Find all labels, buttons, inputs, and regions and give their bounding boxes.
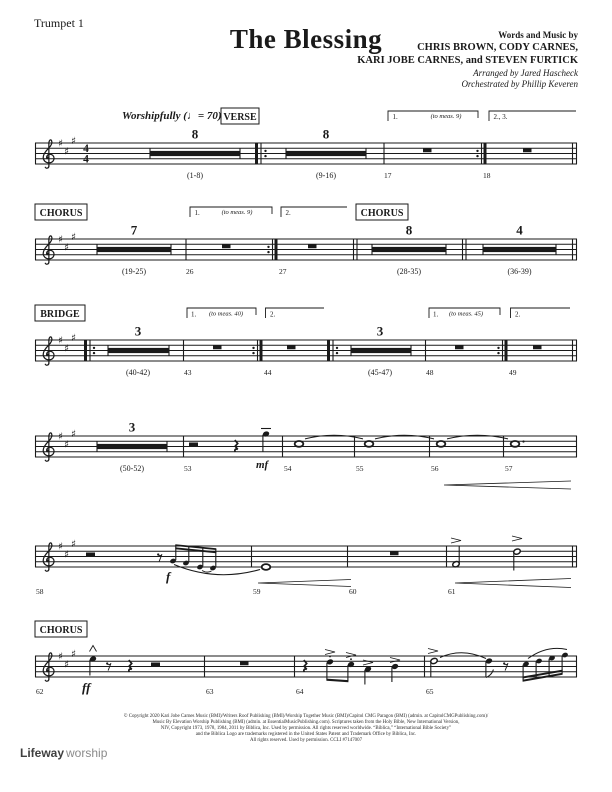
dynamic-marking: f xyxy=(166,569,171,584)
copyright-block xyxy=(0,714,612,744)
system-3 xyxy=(0,300,612,385)
credit-orchestrator: Orchestrated by Phillip Keveren xyxy=(461,78,578,89)
section-label: CHORUS xyxy=(39,625,83,636)
crescendo-hairpin xyxy=(258,580,351,587)
measure-number: 18 xyxy=(483,171,491,180)
multirest-45-47 xyxy=(351,324,411,378)
multirest-range: (36-39) xyxy=(507,267,532,276)
key-signature xyxy=(58,232,76,254)
key-sharp-icon: ♯ xyxy=(71,429,76,440)
measure-number: 57 xyxy=(505,464,513,473)
whole-note xyxy=(262,564,271,570)
system-6 xyxy=(0,615,612,707)
key-signature xyxy=(58,136,76,158)
logo-secondary: worship xyxy=(66,746,108,760)
key-sharp-icon: ♯ xyxy=(71,136,76,147)
measure-58 xyxy=(36,541,260,596)
whole-note xyxy=(511,441,520,447)
volta-label: 2. xyxy=(515,310,521,319)
quarter-rest xyxy=(129,660,132,672)
time-signature xyxy=(83,143,89,166)
key-signature xyxy=(58,539,76,561)
tie-dot xyxy=(522,440,524,442)
measure-59 xyxy=(253,564,351,596)
dynamic-marking: ff xyxy=(82,680,91,695)
key-sharp-icon: ♯ xyxy=(58,234,63,246)
half-rest xyxy=(189,443,198,447)
system-5 xyxy=(0,525,612,610)
key-sharp-icon: ♯ xyxy=(64,549,69,561)
crescendo-hairpin xyxy=(455,579,571,588)
volta-label: 1. xyxy=(191,310,197,319)
tempo-marking: Worshipfully (♩= 70) xyxy=(122,110,222,122)
multirest-40-42 xyxy=(108,324,169,378)
measure-number: 54 xyxy=(284,464,292,473)
system-1 xyxy=(0,95,612,190)
quarter-note-marcato xyxy=(89,646,97,676)
section-label: VERSE xyxy=(223,112,257,123)
system-2 xyxy=(0,200,612,285)
key-signature xyxy=(58,649,76,671)
page-title: The Blessing xyxy=(229,24,383,54)
whole-note xyxy=(295,441,304,447)
measure-number: 48 xyxy=(426,368,434,377)
whole-rest xyxy=(240,661,249,665)
instrument-label: Trumpet 1 xyxy=(34,16,84,30)
multirest-28-35 xyxy=(372,223,446,277)
multirest-count: 8 xyxy=(405,222,413,238)
section-box-verse xyxy=(221,108,259,124)
quarter-note-accent xyxy=(363,660,373,685)
key-sharp-icon: ♯ xyxy=(71,333,76,344)
multirest-50-52 xyxy=(97,420,167,474)
multirest-count: 3 xyxy=(376,323,384,339)
section-label: CHORUS xyxy=(360,208,404,219)
measure-number: 59 xyxy=(253,587,261,596)
measure-number: 55 xyxy=(356,464,364,473)
multirest-range: (45-47) xyxy=(368,368,392,377)
eighth-rest xyxy=(157,553,162,561)
multirest-36-39 xyxy=(483,223,556,277)
credits-block xyxy=(357,30,578,90)
multirest-range: (19-25) xyxy=(122,267,146,276)
measure-number: 65 xyxy=(426,687,434,696)
system-4 xyxy=(0,420,612,500)
measure-number: 27 xyxy=(279,267,287,276)
half-rest xyxy=(86,553,95,557)
volta-note: (to meas. 9) xyxy=(430,113,462,120)
whole-note xyxy=(437,441,446,447)
measure-53 xyxy=(184,429,271,474)
measure-number: 62 xyxy=(36,687,44,696)
multirest-9-16 xyxy=(286,127,366,181)
time-signature-top: 4 xyxy=(83,142,89,155)
lifeway-worship-logo xyxy=(20,746,107,760)
section-box-chorus-3 xyxy=(35,621,87,637)
measure-64 xyxy=(296,650,400,697)
measure-number: 56 xyxy=(431,464,439,473)
multirest-range: (9-16) xyxy=(316,171,336,180)
measure-number: 44 xyxy=(264,368,272,377)
key-sharp-icon: ♯ xyxy=(64,242,69,254)
multirest-count: 8 xyxy=(191,126,199,142)
half-note-accent xyxy=(512,536,522,571)
copyright-line: NIV, Copyright 1973, 1978, 1984, 2011 by Biblica, Inc. Used by permission. All rights reserved worldwide. “Biblica,” “International Bible Society” xyxy=(160,726,452,732)
half-rest xyxy=(151,663,160,667)
quarter-rest xyxy=(235,440,238,452)
volta-2-bracket xyxy=(489,111,576,121)
measure-number: 58 xyxy=(36,587,44,596)
multirest-1-8 xyxy=(150,127,240,181)
staff-lines xyxy=(35,656,577,677)
section-box-chorus-2 xyxy=(356,204,408,220)
key-sharp-icon: ♯ xyxy=(71,539,76,550)
copyright-line: Music By Elevation Worship Publishing (BMI) (admin. at EssentialMusicPublishing.com). Scriptures taken from the Holy Bible, New International Version, xyxy=(152,720,460,726)
measure-number: 49 xyxy=(509,368,517,377)
measure-number: 43 xyxy=(184,368,192,377)
key-sharp-icon: ♯ xyxy=(71,649,76,660)
multirest-range: (40-42) xyxy=(126,368,150,377)
key-sharp-icon: ♯ xyxy=(58,335,63,347)
section-box-bridge xyxy=(35,305,85,321)
key-signature xyxy=(58,333,76,355)
credit-arranger: Arranged by Jared Hascheck xyxy=(473,67,578,78)
multirest-count: 8 xyxy=(322,126,330,142)
credit-composers-1: CHRIS BROWN, CODY CARNES, xyxy=(417,42,578,54)
measure-number: 60 xyxy=(349,587,357,596)
volta-2-bracket xyxy=(281,207,347,217)
logo-primary: Lifeway xyxy=(20,746,65,760)
key-sharp-icon: ♯ xyxy=(64,439,69,451)
eighth-note xyxy=(485,657,493,677)
volta-1-bracket xyxy=(388,111,478,121)
volta-label: 1. xyxy=(392,113,398,121)
key-sharp-icon: ♯ xyxy=(58,138,63,150)
volta-label: 1. xyxy=(194,209,200,217)
multirest-count: 7 xyxy=(130,222,138,238)
measure-number: 26 xyxy=(186,267,194,276)
multirest-count: 3 xyxy=(134,323,142,339)
multirest-range: (1-8) xyxy=(187,171,203,180)
measure-number: 64 xyxy=(296,687,304,696)
copyright-line: All rights reserved. Used by permission. CCLI #7147007 xyxy=(249,738,363,744)
measure-number: 63 xyxy=(206,687,214,696)
multirest-count: 4 xyxy=(516,222,523,238)
key-sharp-icon: ♯ xyxy=(64,343,69,355)
half-note-accent xyxy=(451,538,461,568)
copyright-line: and the Biblica Logo are trademarks registered in the United States Patent and Trademark Office by Biblica, Inc. xyxy=(195,732,417,738)
key-sharp-icon: ♯ xyxy=(58,651,63,663)
measure-number: 17 xyxy=(384,171,392,180)
measure-60 xyxy=(349,551,399,596)
section-box-chorus-1 xyxy=(35,204,87,220)
dynamic-marking: mf xyxy=(256,459,269,471)
section-label: CHORUS xyxy=(39,208,83,219)
multirest-range: (50-52) xyxy=(120,464,144,473)
whole-note xyxy=(365,441,374,447)
volta-1-bracket xyxy=(187,308,256,319)
quarter-rest xyxy=(304,660,307,672)
measure-number: 53 xyxy=(184,464,192,473)
volta-4-bracket xyxy=(511,308,571,319)
key-signature xyxy=(58,429,76,451)
crescendo-hairpin xyxy=(444,481,571,489)
sixteenth-note-group xyxy=(169,544,216,572)
volta-label: 2. xyxy=(270,310,276,319)
multirest-count: 3 xyxy=(128,419,136,435)
copyright-line: © Copyright 2020 Kari Jobe Carnes Music (BMI)/Writers Roof Publishing (BMI)/Worship Together Music (BMI)/Capitol CMG Paragon (BMI) (admin. at CapitolCMGPublishing.com)/ xyxy=(123,714,489,719)
multirest-19-25 xyxy=(97,223,171,277)
key-sharp-icon: ♯ xyxy=(64,146,69,158)
credit-intro: Words and Music by xyxy=(498,30,578,40)
key-sharp-icon: ♯ xyxy=(58,431,63,443)
volta-2-bracket xyxy=(266,308,325,319)
time-signature-bottom: 4 xyxy=(83,153,89,166)
staff-lines xyxy=(35,546,577,567)
volta-label: 2., 3. xyxy=(493,113,508,121)
key-sharp-icon: ♯ xyxy=(71,232,76,243)
whole-rest xyxy=(390,551,399,555)
multirest-range: (28-35) xyxy=(397,267,421,276)
key-sharp-icon: ♯ xyxy=(58,541,63,553)
volta-note: (to meas. 40) xyxy=(208,310,244,318)
section-label: BRIDGE xyxy=(40,309,80,320)
quarter-note-tenuto xyxy=(261,429,271,452)
volta-3-bracket xyxy=(429,308,500,319)
volta-note: (to meas. 45) xyxy=(448,310,484,318)
volta-1-bracket xyxy=(190,207,272,217)
measure-61 xyxy=(448,536,571,596)
slur xyxy=(174,565,260,575)
key-sharp-icon: ♯ xyxy=(64,659,69,671)
measure-number: 61 xyxy=(448,587,456,596)
credit-composers-2: KARI JOBE CARNES, and STEVEN FURTICK xyxy=(357,55,578,67)
measure-62 xyxy=(36,646,160,697)
volta-label: 1. xyxy=(433,310,439,319)
half-note-accent xyxy=(428,649,438,678)
volta-note: (to meas. 9) xyxy=(221,209,253,216)
volta-label: 2. xyxy=(285,209,291,217)
